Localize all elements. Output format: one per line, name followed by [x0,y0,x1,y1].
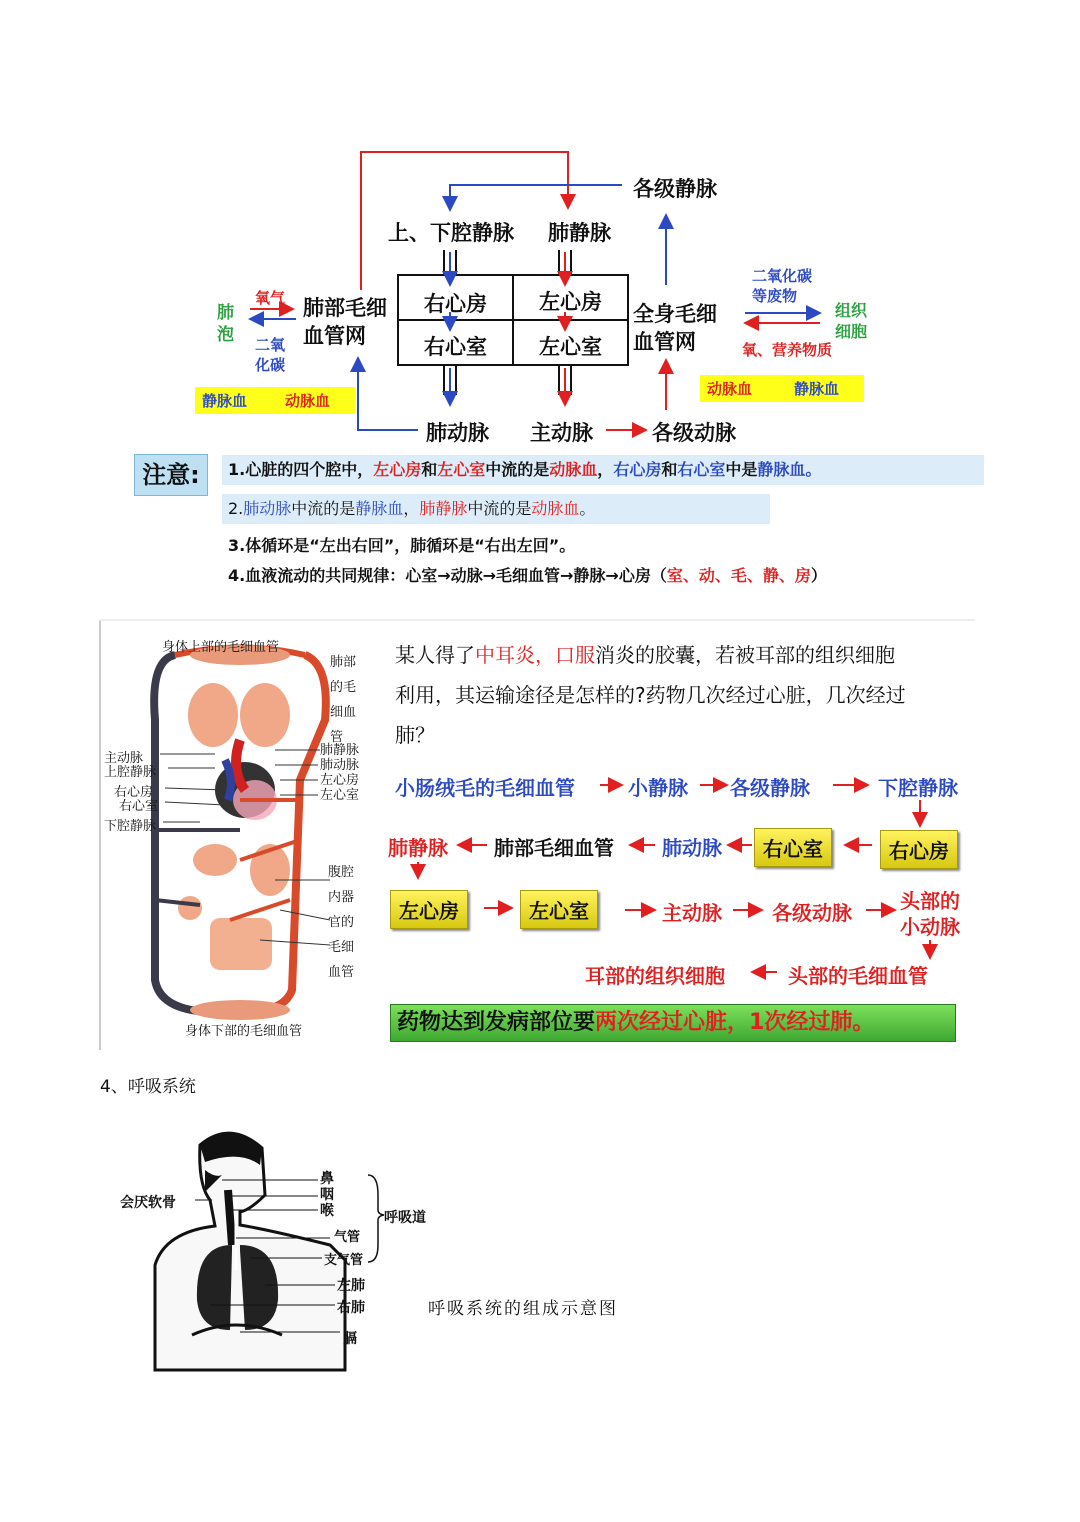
venous-to-arterial-box: 静脉血 动脉血 [195,387,355,414]
body-cap-line1: 全身毛细 [633,302,717,326]
conclusion-box: 药物达到发病部位要两次经过心脏，1次经过肺。 [390,1004,956,1042]
vena-cava-label: 上、下腔静脉 [388,221,514,245]
veins-all-label: 各级静脉 [633,177,717,201]
left-ventricle: 左心室 [539,335,602,359]
step-intestine-caps: 小肠绒毛的毛细血管 [395,776,575,800]
right-ventricle: 右心室 [424,335,487,359]
label-larynx: 喉 [320,1203,334,1219]
heart-right-labels: 肺静脉 肺动脉 左心房 左心室 [320,743,360,803]
alveoli-line1: 肺 [217,303,234,323]
tissue-line1: 组织 [835,301,868,320]
co2-waste-line2: 等废物 [752,287,798,305]
step-inferior-vena-cava: 下腔静脉 [878,776,958,800]
step-pulmonary-artery: 肺动脉 [662,836,722,860]
label-inferior-vena-cava: 下腔静脉 [104,819,157,834]
alveoli-line2: 泡 [217,325,234,345]
step-ear-tissue: 耳部的组织细胞 [585,964,725,988]
co2-waste-line1: 二氧化碳 [752,267,813,285]
co2-line2: 化碳 [255,356,286,374]
upper-caps-label: 身体上部的毛细血管 [162,640,280,655]
pulmonary-vein-label: 肺静脉 [548,221,611,245]
step-head-caps: 头部的毛细血管 [788,964,928,988]
step-head-arteriole-2: 小动脉 [900,915,960,939]
question-line2: 利用，其运输途径是怎样的?药物几次经过心脏，几次经过 [395,683,906,707]
tissue-line2: 细胞 [835,322,868,341]
label-superior-vena-cava: 上腔静脉 [104,765,157,780]
lower-caps-label: 身体下部的毛细血管 [185,1024,303,1039]
oxygen-label: 氧气 [255,289,286,307]
label-bronchi: 支气管 [324,1253,364,1268]
step-right-ventricle: 右心室 [754,828,832,867]
step-left-ventricle: 左心室 [520,890,598,929]
note-3: 3.体循环是“左出右回”，肺循环是“右出左回”。 [228,536,576,555]
step-small-vein: 小静脉 [628,776,688,800]
aorta-label: 主动脉 [530,421,593,445]
question-line3: 肺？ [395,723,435,747]
body-cap-line2: 血管网 [633,330,696,354]
respiratory-illustration [155,1133,345,1370]
step-left-atrium: 左心房 [390,890,468,929]
note-label: 注意: [134,454,208,496]
label-aorta: 主动脉 [104,751,144,766]
step-veins: 各级静脉 [730,776,810,800]
label-airway: 呼吸道 [384,1210,426,1226]
step-lung-caps: 肺部毛细血管 [494,836,614,860]
organ-caps-label: 腹腔 内器 官的 毛细 血管 [328,865,355,980]
step-pulmonary-vein: 肺静脉 [388,836,448,860]
label-right-atrium: 右心房 [114,785,154,800]
lung-cap-line1: 肺部毛细 [303,296,387,320]
note-1: 1.心脏的四个腔中，左心房和左心室中流的是动脉血，右心房和右心室中是静脉血。 [222,455,984,485]
label-epiglottis: 会厌软骨 [120,1195,176,1211]
label-right-ventricle: 右心室 [119,799,159,814]
note-2: 2.肺动脉中流的是静脉血，肺静脉中流的是动脉血。 [222,494,770,524]
lung-caps-label: 肺部 的毛 细血 管 [330,655,357,745]
arteries-all-label: 各级动脉 [652,421,736,445]
co2-line1: 二氧 [255,336,286,354]
note-4: 4.血液流动的共同规律：心室→动脉→毛细血管→静脉→心房（室、动、毛、静、房） [228,566,827,585]
oxygen-nutrients-label: 氧、营养物质 [742,341,833,359]
step-arteries: 各级动脉 [772,901,852,925]
step-head-arteriole-1: 头部的 [900,889,960,913]
respiratory-caption: 呼吸系统的组成示意图 [428,1299,618,1319]
step-right-atrium: 右心房 [880,830,958,869]
label-nose: 鼻 [320,1171,334,1187]
label-right-lung: 右肺 [337,1300,365,1316]
label-pharynx: 咽 [320,1187,334,1203]
label-diaphragm: 膈 [343,1331,357,1347]
lung-cap-line2: 血管网 [303,324,366,348]
step-aorta: 主动脉 [662,901,722,925]
question-line1: 某人得了中耳炎，口服消炎的胶囊，若被耳部的组织细胞 [395,643,895,667]
label-left-lung: 左肺 [337,1278,365,1294]
left-atrium: 左心房 [539,290,602,314]
label-trachea: 气管 [334,1230,361,1245]
right-atrium: 右心房 [424,292,487,316]
circulation-illustration [154,645,326,1020]
pulmonary-artery-label: 肺动脉 [426,421,489,445]
section-heading: 4、呼吸系统 [100,1077,196,1097]
arterial-to-venous-box: 动脉血 静脉血 [700,375,864,402]
